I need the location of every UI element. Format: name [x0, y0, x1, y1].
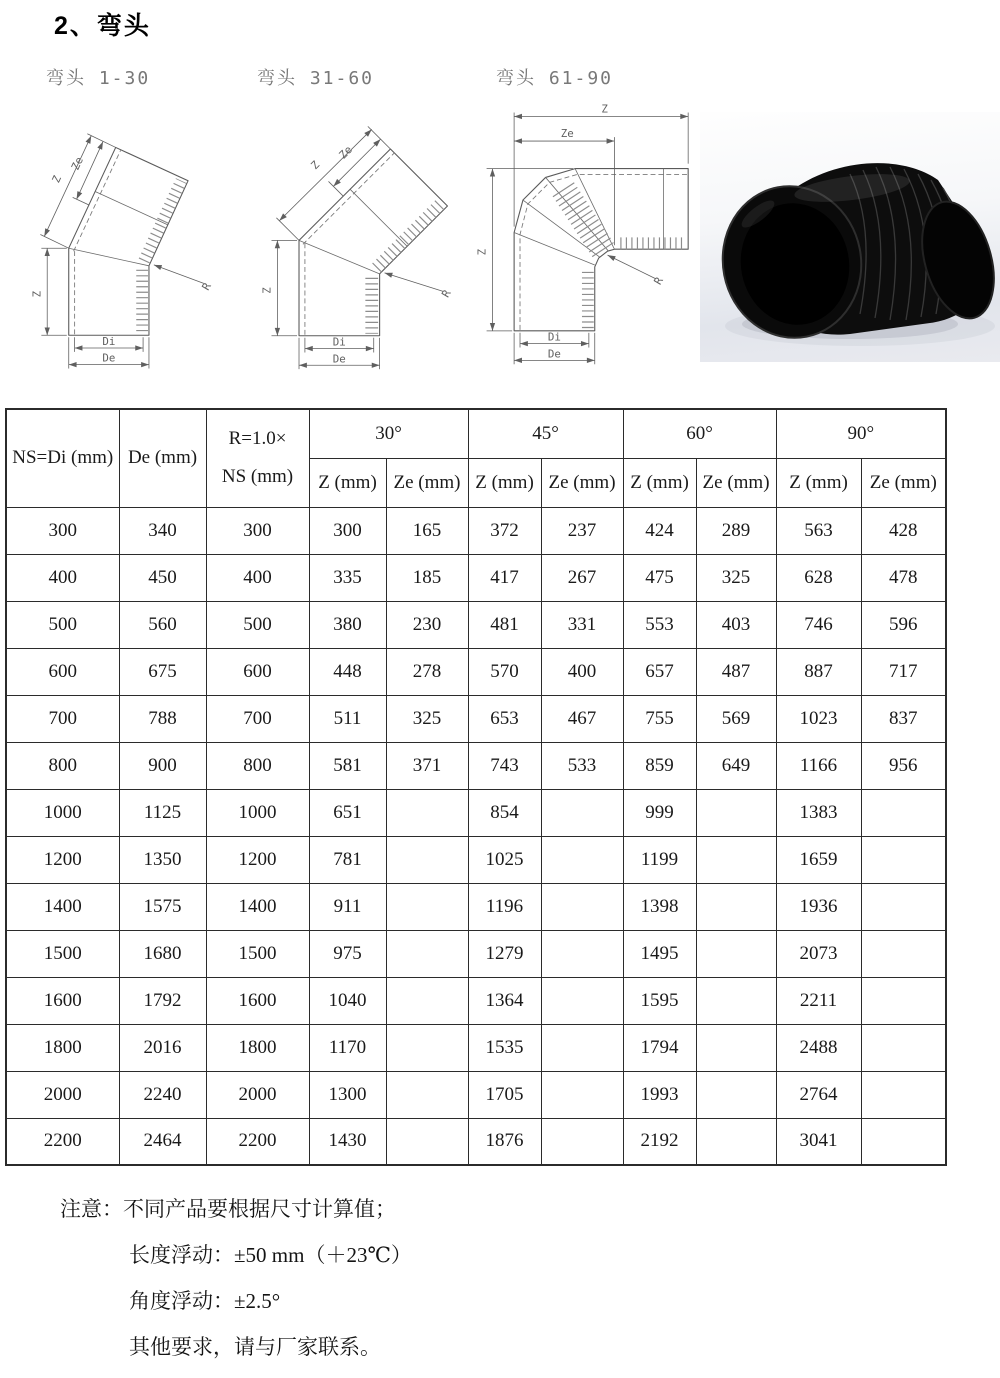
table-cell: 569 — [696, 695, 776, 742]
table-cell: 553 — [623, 601, 696, 648]
table-cell: 230 — [386, 601, 468, 648]
table-row — [6, 554, 946, 601]
arrowhead — [275, 328, 280, 336]
table-cell: 372 — [468, 507, 541, 554]
table-cell: 1170 — [309, 1024, 386, 1071]
table-cell: 403 — [696, 601, 776, 648]
table-cell — [541, 1024, 623, 1071]
table-cell: 1794 — [623, 1024, 696, 1071]
table-row — [6, 977, 946, 1024]
svg-text:De: De — [102, 351, 116, 365]
table-cell — [386, 789, 468, 836]
table-cell: 325 — [386, 695, 468, 742]
upper-pipe — [69, 147, 188, 265]
table-cell: 165 — [386, 507, 468, 554]
col-header-ze-60: Ze (mm) — [696, 458, 776, 507]
col-header-ze-45: Ze (mm) — [541, 458, 623, 507]
table-cell — [386, 836, 468, 883]
table-cell: 2211 — [776, 977, 861, 1024]
table-cell: 911 — [309, 883, 386, 930]
col-header-de: De (mm) — [119, 409, 206, 507]
table-cell: 1800 — [6, 1024, 119, 1071]
table-cell — [696, 1071, 776, 1118]
page-title: 2、弯头 — [54, 12, 151, 40]
diagram-label-1-30: 弯头 1-30 — [46, 68, 151, 89]
table-cell: 1993 — [623, 1071, 696, 1118]
dimension-z-upper — [40, 134, 115, 248]
table-cell: 448 — [309, 648, 386, 695]
table-cell: 1500 — [206, 930, 309, 977]
svg-text:Ze: Ze — [336, 143, 355, 162]
table-cell: 400 — [206, 554, 309, 601]
table-cell — [861, 883, 946, 930]
svg-text:Z: Z — [260, 287, 274, 294]
table-cell: 628 — [776, 554, 861, 601]
table-cell: 700 — [206, 695, 309, 742]
table-row — [6, 695, 946, 742]
table-row — [6, 601, 946, 648]
table-cell: 975 — [309, 930, 386, 977]
pipe-body — [514, 169, 688, 331]
col-header-z-90: Z (mm) — [776, 458, 861, 507]
svg-text:R: R — [651, 274, 666, 287]
col-header-ze-30: Ze (mm) — [386, 458, 468, 507]
table-cell: 1383 — [776, 789, 861, 836]
table-cell: 380 — [309, 601, 386, 648]
svg-text:Z: Z — [475, 248, 489, 256]
table-cell: 1575 — [119, 883, 206, 930]
arrowhead — [299, 363, 307, 368]
table-cell: 743 — [468, 742, 541, 789]
table-cell: 1398 — [623, 883, 696, 930]
table-cell: 1936 — [776, 883, 861, 930]
table-cell — [386, 930, 468, 977]
col-header-angle-30: 30° — [309, 409, 468, 458]
table-cell: 755 — [623, 695, 696, 742]
table-cell: 1300 — [309, 1071, 386, 1118]
table-cell — [861, 977, 946, 1024]
dimension-di — [75, 335, 143, 352]
table-cell: 1705 — [468, 1071, 541, 1118]
table-cell: 1876 — [468, 1118, 541, 1165]
table-cell: 331 — [541, 601, 623, 648]
svg-text:Di: Di — [547, 330, 561, 344]
table-cell: 717 — [861, 648, 946, 695]
table-row — [6, 883, 946, 930]
table-cell: 1535 — [468, 1024, 541, 1071]
table-cell: 417 — [468, 554, 541, 601]
col-header-z-60: Z (mm) — [623, 458, 696, 507]
dimension-di — [520, 331, 589, 348]
table-cell: 1430 — [309, 1118, 386, 1165]
table-cell: 1800 — [206, 1024, 309, 1071]
table-cell: 1350 — [119, 836, 206, 883]
svg-text:Di: Di — [102, 335, 116, 349]
table-row — [6, 742, 946, 789]
arrowhead — [385, 273, 393, 278]
elbow-dimension-table — [5, 408, 947, 1166]
svg-text:De: De — [332, 352, 346, 366]
table-cell — [696, 977, 776, 1024]
table-cell: 1196 — [468, 883, 541, 930]
table-cell: 657 — [623, 648, 696, 695]
radius-callout — [154, 265, 214, 293]
arrowhead — [607, 138, 615, 143]
table-row — [6, 836, 946, 883]
table-cell: 278 — [386, 648, 468, 695]
table-cell: 2240 — [119, 1071, 206, 1118]
radius-formula-line2: NS (mm) — [221, 465, 294, 487]
svg-text:R: R — [199, 280, 214, 293]
col-header-z-45: Z (mm) — [468, 458, 541, 507]
arrowhead — [680, 114, 688, 119]
table-cell — [386, 883, 468, 930]
table-cell: 1023 — [776, 695, 861, 742]
table-cell — [541, 930, 623, 977]
table-cell: 487 — [696, 648, 776, 695]
table-cell — [541, 789, 623, 836]
table-cell — [861, 930, 946, 977]
elbow-product-photo — [700, 112, 1000, 362]
table-cell: 560 — [119, 601, 206, 648]
arrowhead — [490, 323, 495, 331]
svg-text:Ze: Ze — [560, 127, 574, 141]
table-cell: 1364 — [468, 977, 541, 1024]
table-cell: 2192 — [623, 1118, 696, 1165]
table-cell — [861, 1071, 946, 1118]
table-cell: 340 — [119, 507, 206, 554]
arrowhead — [366, 346, 374, 351]
table-cell: 596 — [861, 601, 946, 648]
table-cell: 428 — [861, 507, 946, 554]
arrowhead — [86, 136, 92, 144]
table-cell: 800 — [6, 742, 119, 789]
elbow-diagram-31-60 — [240, 90, 475, 380]
bottom-pipe — [69, 248, 149, 335]
arrowhead — [608, 255, 616, 261]
table-cell: 237 — [541, 507, 623, 554]
radius-formula-line1: R=1.0× — [228, 427, 287, 449]
table-cell: 511 — [309, 695, 386, 742]
table-cell: 1680 — [119, 930, 206, 977]
table-cell — [696, 930, 776, 977]
table-cell: 1025 — [468, 836, 541, 883]
table-cell — [386, 1071, 468, 1118]
diagram-label-31-60: 弯头 31-60 — [257, 68, 375, 89]
arrowhead — [45, 327, 50, 335]
dimension-ze-horizontal — [514, 127, 614, 245]
table-cell — [861, 1118, 946, 1165]
table-cell: 1600 — [6, 977, 119, 1024]
arrowhead — [520, 341, 528, 346]
table-cell: 2000 — [206, 1071, 309, 1118]
table-cell: 2464 — [119, 1118, 206, 1165]
table-cell: 1200 — [206, 836, 309, 883]
table-row — [6, 930, 946, 977]
table-cell: 600 — [206, 648, 309, 695]
elbow-diagram-1-30 — [12, 90, 237, 380]
table-cell — [861, 1024, 946, 1071]
table-cell: 788 — [119, 695, 206, 742]
arrowhead — [514, 114, 522, 119]
table-cell: 1400 — [206, 883, 309, 930]
table-row — [6, 648, 946, 695]
bottom-pipe — [299, 240, 380, 335]
arrowhead — [75, 345, 83, 350]
table-cell — [861, 789, 946, 836]
elbow-diagram-61-90 — [455, 85, 705, 380]
table-cell: 1600 — [206, 977, 309, 1024]
table-cell: 563 — [776, 507, 861, 554]
table-cell: 700 — [6, 695, 119, 742]
table-cell: 424 — [623, 507, 696, 554]
notes-block — [60, 1186, 412, 1370]
table-cell: 2073 — [776, 930, 861, 977]
table-cell: 1500 — [6, 930, 119, 977]
arrowhead — [77, 191, 83, 199]
arrowhead — [154, 265, 162, 270]
table-cell: 675 — [119, 648, 206, 695]
table-cell: 581 — [309, 742, 386, 789]
diagram-label-61-90: 弯头 61-90 — [496, 68, 614, 89]
arrowhead — [44, 228, 50, 236]
table-cell — [541, 836, 623, 883]
dimension-z-upper — [276, 126, 390, 240]
table-cell: 1495 — [623, 930, 696, 977]
elbow-table-body — [6, 507, 946, 1165]
arrowhead — [372, 363, 380, 368]
table-cell: 800 — [206, 742, 309, 789]
note-text: 不同产品要根据尺寸计算值； — [123, 1197, 396, 1221]
table-cell: 859 — [623, 742, 696, 789]
table-cell: 478 — [861, 554, 946, 601]
table-cell: 481 — [468, 601, 541, 648]
table-cell: 267 — [541, 554, 623, 601]
arrowhead — [135, 345, 143, 350]
table-cell: 746 — [776, 601, 861, 648]
table-cell: 400 — [6, 554, 119, 601]
table-row — [6, 1118, 946, 1165]
table-cell: 500 — [206, 601, 309, 648]
table-cell: 371 — [386, 742, 468, 789]
table-cell: 649 — [696, 742, 776, 789]
table-cell: 653 — [468, 695, 541, 742]
table-cell: 1000 — [206, 789, 309, 836]
table-cell: 2000 — [6, 1071, 119, 1118]
note-line — [60, 1186, 412, 1232]
note-line: 角度浮动：±2.5° — [129, 1289, 281, 1313]
col-header-angle-45: 45° — [468, 409, 623, 458]
table-cell — [541, 883, 623, 930]
table-cell: 887 — [776, 648, 861, 695]
radius-callout — [608, 255, 667, 287]
note-line: 其他要求，请与厂家联系。 — [129, 1335, 381, 1359]
col-header-z-30: Z (mm) — [309, 458, 386, 507]
table-cell: 325 — [696, 554, 776, 601]
table-row — [6, 507, 946, 554]
table-cell — [541, 977, 623, 1024]
table-cell: 1792 — [119, 977, 206, 1024]
table-cell: 2488 — [776, 1024, 861, 1071]
table-cell — [541, 1118, 623, 1165]
dimension-z-horizontal — [514, 103, 688, 227]
table-row — [6, 1024, 946, 1071]
radius-callout — [385, 273, 454, 300]
table-cell: 3041 — [776, 1118, 861, 1165]
arrowhead — [141, 362, 149, 367]
table-cell: 837 — [861, 695, 946, 742]
table-row — [6, 789, 946, 836]
table-cell: 781 — [309, 836, 386, 883]
table-cell: 1199 — [623, 836, 696, 883]
note-label: 注意： — [60, 1197, 123, 1221]
table-cell: 2200 — [6, 1118, 119, 1165]
col-header-ze-90: Ze (mm) — [861, 458, 946, 507]
table-cell — [541, 1071, 623, 1118]
col-header-angle-60: 60° — [623, 409, 776, 458]
table-cell: 1000 — [6, 789, 119, 836]
table-cell: 2200 — [206, 1118, 309, 1165]
table-cell: 335 — [309, 554, 386, 601]
col-header-ns-di: NS=Di (mm) — [6, 409, 119, 507]
table-cell: 900 — [119, 742, 206, 789]
table-cell: 1166 — [776, 742, 861, 789]
table-row — [6, 1071, 946, 1118]
arrowhead — [97, 142, 103, 150]
elbow-photo-render — [700, 112, 1000, 362]
arrowhead — [490, 169, 495, 177]
table-cell — [696, 1024, 776, 1071]
table-cell: 1040 — [309, 977, 386, 1024]
svg-text:Z: Z — [49, 173, 65, 185]
svg-text:Di: Di — [332, 335, 346, 349]
table-cell: 185 — [386, 554, 468, 601]
dimension-z-vertical — [261, 240, 298, 335]
arrowhead — [587, 358, 595, 363]
table-cell: 854 — [468, 789, 541, 836]
table-cell: 1279 — [468, 930, 541, 977]
svg-text:Z: Z — [30, 290, 44, 298]
col-header-radius — [206, 409, 309, 507]
table-cell: 450 — [119, 554, 206, 601]
table-cell: 1125 — [119, 789, 206, 836]
table-cell — [861, 836, 946, 883]
arrowhead — [45, 248, 50, 256]
arrowhead — [581, 341, 589, 346]
table-cell: 1659 — [776, 836, 861, 883]
arrowhead — [514, 138, 522, 143]
table-cell: 651 — [309, 789, 386, 836]
dimension-di — [305, 336, 374, 353]
dimension-ze-upper — [329, 139, 381, 196]
table-cell: 1400 — [6, 883, 119, 930]
svg-text:R: R — [439, 287, 454, 300]
table-cell: 300 — [206, 507, 309, 554]
table-cell — [386, 1118, 468, 1165]
svg-text:Z: Z — [601, 102, 608, 116]
table-cell — [696, 836, 776, 883]
table-cell: 600 — [6, 648, 119, 695]
arrowhead — [514, 358, 522, 363]
arrowhead — [275, 240, 280, 248]
table-cell: 999 — [623, 789, 696, 836]
table-cell: 300 — [6, 507, 119, 554]
table-cell: 300 — [309, 507, 386, 554]
table-cell: 500 — [6, 601, 119, 648]
table-cell: 2016 — [119, 1024, 206, 1071]
table-cell — [696, 1118, 776, 1165]
table-cell: 475 — [623, 554, 696, 601]
table-cell: 289 — [696, 507, 776, 554]
table-cell: 400 — [541, 648, 623, 695]
arrowhead — [305, 346, 313, 351]
dimension-z-vertical — [30, 248, 66, 335]
col-header-angle-90: 90° — [776, 409, 946, 458]
arrowhead — [69, 362, 77, 367]
svg-text:Ze: Ze — [68, 154, 86, 173]
table-cell: 467 — [541, 695, 623, 742]
svg-text:Z: Z — [308, 158, 323, 173]
svg-text:De: De — [547, 347, 561, 361]
table-cell — [386, 1024, 468, 1071]
table-cell — [386, 977, 468, 1024]
table-cell: 533 — [541, 742, 623, 789]
table-cell: 1595 — [623, 977, 696, 1024]
table-cell — [696, 789, 776, 836]
table-cell: 1200 — [6, 836, 119, 883]
table-cell: 570 — [468, 648, 541, 695]
note-line: 长度浮动：±50 mm（＋23℃） — [129, 1243, 412, 1267]
table-cell: 956 — [861, 742, 946, 789]
table-cell: 2764 — [776, 1071, 861, 1118]
table-cell — [696, 883, 776, 930]
